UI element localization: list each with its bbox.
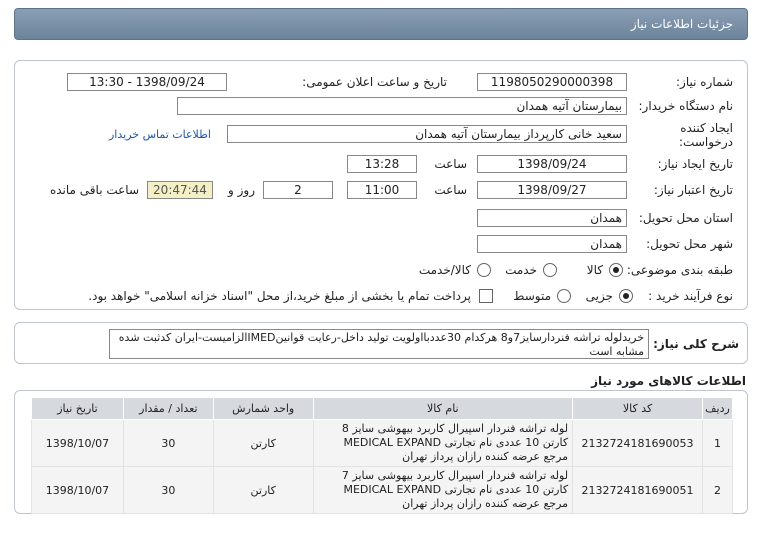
city-label: شهر محل تحویل: [646, 237, 733, 251]
category-option-goods-service: کالا/خدمت [418, 263, 471, 277]
row-unit: کارتن [213, 467, 313, 514]
remaining-time-field: 20:47:44 [147, 181, 213, 199]
col-date: تاریخ نیاز [32, 398, 124, 420]
process-option-minor: جزیی [585, 289, 613, 303]
category-option-service: خدمت [505, 263, 537, 277]
process-radio-minor[interactable] [619, 289, 633, 303]
col-unit: واحد شمارش [213, 398, 313, 420]
valid-time-field: 11:00 [347, 181, 417, 199]
buyer-field: بیمارستان آتیه همدان [177, 97, 627, 115]
days-label: روز و [228, 183, 255, 197]
description-text: خریدلوله تراشه فنردارسایز7و8 هرکدام 30عددبااولویت تولید داخل-رعایت قوانینIMEDالزامیست-ایران کدثبت شده مشابه است [109, 329, 649, 359]
row-name: لوله تراشه فنردار اسپیرال کاربرد بیهوشی سایز 8 کارتن 10 عددی نام تجارتی MEDICAL EXPAND مرجع عرضه کننده رازان پرداز تهران [313, 420, 572, 467]
need-info-panel [14, 60, 748, 310]
col-index: ردیف [703, 398, 733, 420]
valid-date-field: 1398/09/27 [477, 181, 627, 199]
remaining-label: ساعت باقی مانده [49, 183, 139, 197]
create-date-label: تاریخ ایجاد نیاز: [657, 157, 733, 171]
category-option-goods: کالا [586, 263, 603, 277]
create-time-label: ساعت [434, 157, 467, 171]
row-qty: 30 [123, 467, 213, 514]
row-index: 2 [703, 467, 733, 514]
items-panel [14, 390, 748, 514]
category-radio-service[interactable] [543, 263, 557, 277]
row-date: 1398/10/07 [32, 467, 124, 514]
treasury-checkbox[interactable] [479, 289, 493, 303]
page-header [14, 8, 748, 40]
valid-date-label: تاریخ اعتبار نیاز: [653, 183, 733, 197]
col-qty: تعداد / مقدار [123, 398, 213, 420]
row-code: 2132724181690051 [573, 467, 703, 514]
payment-note: پرداخت تمام یا بخشی از مبلغ خرید،از محل "اسناد خزانه اسلامی" خواهد بود. [88, 289, 471, 303]
row-name: لوله تراشه فنردار اسپیرال کاربرد بیهوشی سایز 7 کارتن 10 عددی نام تجارتی MEDICAL EXPAND مرجع عرضه کننده رازان پرداز تهران [313, 467, 572, 514]
row-code: 2132724181690053 [573, 420, 703, 467]
province-field: همدان [477, 209, 627, 227]
process-radio-medium[interactable] [557, 289, 571, 303]
row-unit: کارتن [213, 420, 313, 467]
creator-field: سعید خانی کارپرداز بیمارستان آتیه همدان [227, 125, 627, 143]
announce-label: تاریخ و ساعت اعلان عمومی: [302, 75, 447, 89]
row-qty: 30 [123, 420, 213, 467]
items-section-title: اطلاعات کالاهای مورد نیاز [591, 374, 746, 388]
buyer-label: نام دستگاه خریدار: [638, 99, 733, 113]
process-option-medium: متوسط [513, 289, 551, 303]
table-row [32, 467, 733, 514]
col-code: کد کالا [573, 398, 703, 420]
creator-label: ایجاد کننده درخواست: [679, 121, 733, 149]
category-label: طبقه بندی موضوعی: [626, 263, 733, 277]
description-panel [14, 322, 748, 364]
days-field: 2 [263, 181, 333, 199]
description-label: شرح کلی نیاز: [653, 337, 739, 351]
need-number-field: 1198050290000398 [477, 73, 627, 91]
buyer-contact-link[interactable]: اطلاعات تماس خریدار [109, 128, 211, 141]
items-table [31, 397, 733, 514]
announce-field: 1398/09/24 - 13:30 [67, 73, 227, 91]
table-row [32, 420, 733, 467]
process-label: نوع فرآیند خرید : [648, 289, 733, 303]
col-name: نام کالا [313, 398, 572, 420]
page-title: جزئیات اطلاعات نیاز [630, 17, 733, 31]
row-date: 1398/10/07 [32, 420, 124, 467]
province-label: استان محل تحویل: [638, 211, 733, 225]
create-time-field: 13:28 [347, 155, 417, 173]
row-index: 1 [703, 420, 733, 467]
city-field: همدان [477, 235, 627, 253]
category-radio-goods-service[interactable] [477, 263, 491, 277]
need-number-label: شماره نیاز: [676, 75, 733, 89]
create-date-field: 1398/09/24 [477, 155, 627, 173]
valid-time-label: ساعت [434, 183, 467, 197]
category-radio-goods[interactable] [609, 263, 623, 277]
table-header-row [32, 398, 733, 420]
